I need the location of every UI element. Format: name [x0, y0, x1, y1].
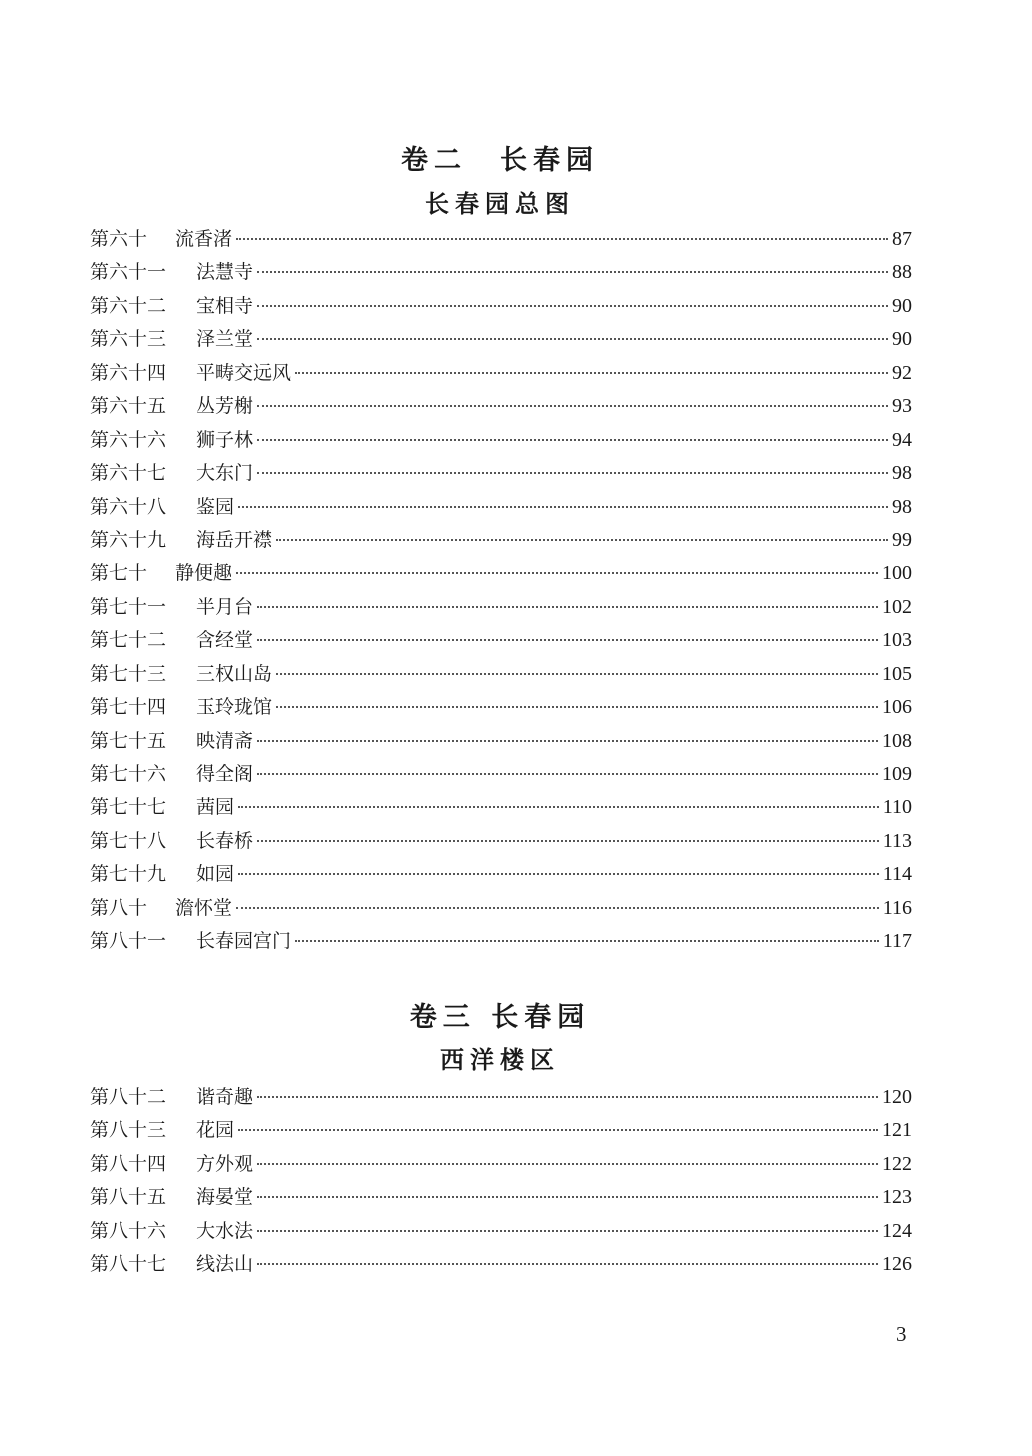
toc-entry [90, 592, 912, 625]
dot-leader [257, 840, 879, 842]
toc-entry [90, 726, 912, 759]
toc-entry-number: 第六十六 [90, 428, 167, 451]
toc-entry-title: 宝相寺 [196, 294, 254, 317]
toc-entry [90, 525, 912, 558]
dot-leader [257, 606, 878, 608]
toc-entry [90, 391, 912, 424]
toc-entry-number: 第七十一 [90, 595, 167, 618]
toc-entry-page: 126 [882, 1253, 912, 1276]
toc-entry-number: 第六十九 [90, 528, 167, 551]
dot-leader [236, 238, 888, 240]
toc-entry-page: 116 [882, 896, 912, 919]
toc-entry-page: 108 [882, 729, 912, 752]
toc-entry-number: 第六十八 [90, 495, 167, 518]
toc-entry-title: 海岳开襟 [196, 528, 273, 551]
dot-leader [257, 439, 888, 441]
toc-entry-page: 114 [882, 863, 912, 886]
toc-entry-page: 121 [882, 1119, 912, 1142]
toc-entry-number: 第八十三 [90, 1119, 167, 1142]
toc-entry-number: 第六十四 [90, 361, 167, 384]
toc-entry-number: 第六十三 [90, 328, 167, 351]
toc-entry-page: 117 [882, 930, 912, 953]
volume3-heading: 卷三 长春园 [409, 1002, 591, 1033]
toc-entry-number: 第七十二 [90, 629, 167, 652]
dot-leader [257, 639, 878, 641]
volume2-subheading: 长春园总图 [425, 189, 575, 218]
toc-entry [90, 826, 912, 859]
toc-entry [90, 1082, 912, 1115]
toc-entry-title: 狮子林 [196, 428, 254, 451]
dot-leader [257, 271, 888, 273]
volume3-toc-list [90, 1082, 912, 1283]
toc-entry-number: 第八十四 [90, 1152, 167, 1175]
toc-entry-number: 第七十七 [90, 796, 167, 819]
toc-entry-number: 第八十一 [90, 930, 167, 953]
toc-entry-title: 半月台 [196, 595, 254, 618]
toc-entry-number: 第八十 [90, 896, 148, 919]
toc-entry-title: 海晏堂 [196, 1186, 254, 1209]
toc-entry [90, 859, 912, 892]
toc-entry-title: 三权山岛 [196, 662, 273, 685]
toc-entry-title: 茜园 [196, 796, 235, 819]
toc-entry-number: 第六十一 [90, 261, 167, 284]
toc-entry-number: 第八十六 [90, 1219, 167, 1242]
toc-entry-title: 线法山 [196, 1253, 254, 1276]
toc-entry-number: 第七十三 [90, 662, 167, 685]
toc-entry-title: 花园 [196, 1119, 235, 1142]
toc-entry-number: 第八十五 [90, 1186, 167, 1209]
dot-leader [276, 539, 888, 541]
toc-entry-number: 第七十四 [90, 696, 167, 719]
toc-entry-title: 长春桥 [196, 829, 254, 852]
volume3-subheading: 西洋楼区 [440, 1045, 560, 1074]
toc-entry-number: 第七十五 [90, 729, 167, 752]
toc-entry [90, 458, 912, 491]
toc-entry-number: 第六十五 [90, 395, 167, 418]
toc-entry-page: 93 [892, 395, 912, 418]
page-number: 3 [896, 1322, 907, 1346]
toc-entry [90, 324, 912, 357]
dot-leader [257, 1096, 878, 1098]
toc-entry-page: 103 [882, 629, 912, 652]
toc-entry-number: 第七十六 [90, 763, 167, 785]
toc-entry-title: 澹怀堂 [175, 896, 233, 919]
volume2-toc-list [90, 224, 912, 960]
toc-entry-number: 第六十二 [90, 294, 167, 317]
dot-leader [257, 1230, 878, 1232]
toc-entry-title: 鉴园 [196, 495, 235, 518]
toc-entry-page: 123 [882, 1186, 912, 1209]
toc-entry-title: 丛芳榭 [196, 395, 254, 418]
dot-leader [257, 305, 888, 307]
toc-entry-page: 110 [882, 796, 912, 819]
toc-entry-title: 含经堂 [196, 629, 254, 652]
dot-leader [236, 907, 879, 909]
toc-entry [90, 692, 912, 725]
toc-entry [90, 1182, 912, 1215]
dot-leader [295, 372, 888, 374]
toc-entry-page: 106 [882, 696, 912, 719]
dot-leader [257, 338, 888, 340]
toc-entry-title: 平畴交远风 [196, 361, 292, 384]
dot-leader [257, 1263, 878, 1265]
toc-entry-number: 第七十九 [90, 863, 167, 886]
toc-entry-page: 87 [892, 228, 912, 250]
dot-leader [295, 940, 879, 942]
toc-entry-page: 105 [882, 662, 912, 685]
toc-entry [90, 1115, 912, 1148]
toc-entry-number: 第八十二 [90, 1086, 167, 1108]
toc-entry-page: 120 [882, 1086, 912, 1108]
toc-entry-title: 静便趣 [175, 562, 233, 585]
toc-entry-title: 大水法 [196, 1219, 254, 1242]
toc-entry [90, 558, 912, 591]
toc-entry [90, 1149, 912, 1182]
dot-leader [238, 806, 879, 808]
toc-entry [90, 257, 912, 290]
dot-leader [238, 873, 879, 875]
toc-entry-title: 泽兰堂 [196, 328, 254, 351]
toc-entry-number: 第八十七 [90, 1253, 167, 1276]
toc-entry-title: 谐奇趣 [196, 1086, 254, 1108]
toc-entry-page: 98 [892, 495, 912, 518]
toc-entry-page: 90 [892, 328, 912, 351]
dot-leader [257, 1163, 878, 1165]
toc-entry [90, 291, 912, 324]
dot-leader [236, 572, 878, 574]
toc-entry-title: 玉玲珑馆 [196, 696, 273, 719]
toc-entry [90, 492, 912, 525]
volume2-heading: 卷二 长春园 [401, 145, 599, 176]
dot-leader [257, 405, 888, 407]
toc-entry [90, 759, 912, 792]
toc-entry-page: 109 [882, 763, 912, 785]
toc-entry-title: 法慧寺 [196, 261, 254, 284]
toc-entry-number: 第六十 [90, 228, 148, 250]
dot-leader [257, 740, 878, 742]
dot-leader [276, 673, 878, 675]
toc-entry-number: 第六十七 [90, 462, 167, 485]
toc-entry-page: 102 [882, 595, 912, 618]
toc-entry [90, 625, 912, 658]
toc-entry-page: 90 [892, 294, 912, 317]
toc-entry [90, 1249, 912, 1282]
toc-entry [90, 1216, 912, 1249]
toc-entry [90, 926, 912, 959]
toc-entry-page: 122 [882, 1152, 912, 1175]
toc-entry-page: 92 [892, 361, 912, 384]
toc-entry-page: 99 [892, 528, 912, 551]
toc-entry-page: 98 [892, 462, 912, 485]
toc-entry-title: 如园 [196, 863, 235, 886]
toc-entry-page: 88 [892, 261, 912, 284]
toc-entry-title: 映清斋 [196, 729, 254, 752]
toc-entry-title: 方外观 [196, 1152, 254, 1175]
toc-entry-title: 流香渚 [175, 228, 233, 250]
toc-entry [90, 893, 912, 926]
toc-entry [90, 425, 912, 458]
toc-entry-title: 大东门 [196, 462, 254, 485]
toc-entry-page: 100 [882, 562, 912, 585]
dot-leader [238, 506, 888, 508]
dot-leader [257, 472, 888, 474]
toc-entry-number: 第七十八 [90, 829, 167, 852]
toc-entry-number: 第七十 [90, 562, 148, 585]
toc-entry-title: 长春园宫门 [196, 930, 292, 953]
toc-entry [90, 224, 912, 257]
toc-entry [90, 659, 912, 692]
toc-entry-title: 得全阁 [196, 763, 254, 785]
toc-entry [90, 792, 912, 825]
dot-leader [276, 706, 878, 708]
toc-entry-page: 113 [882, 829, 912, 852]
dot-leader [257, 773, 878, 775]
toc-entry [90, 358, 912, 391]
toc-entry-page: 124 [882, 1219, 912, 1242]
dot-leader [257, 1196, 878, 1198]
toc-entry-page: 94 [892, 428, 912, 451]
dot-leader [238, 1129, 878, 1131]
